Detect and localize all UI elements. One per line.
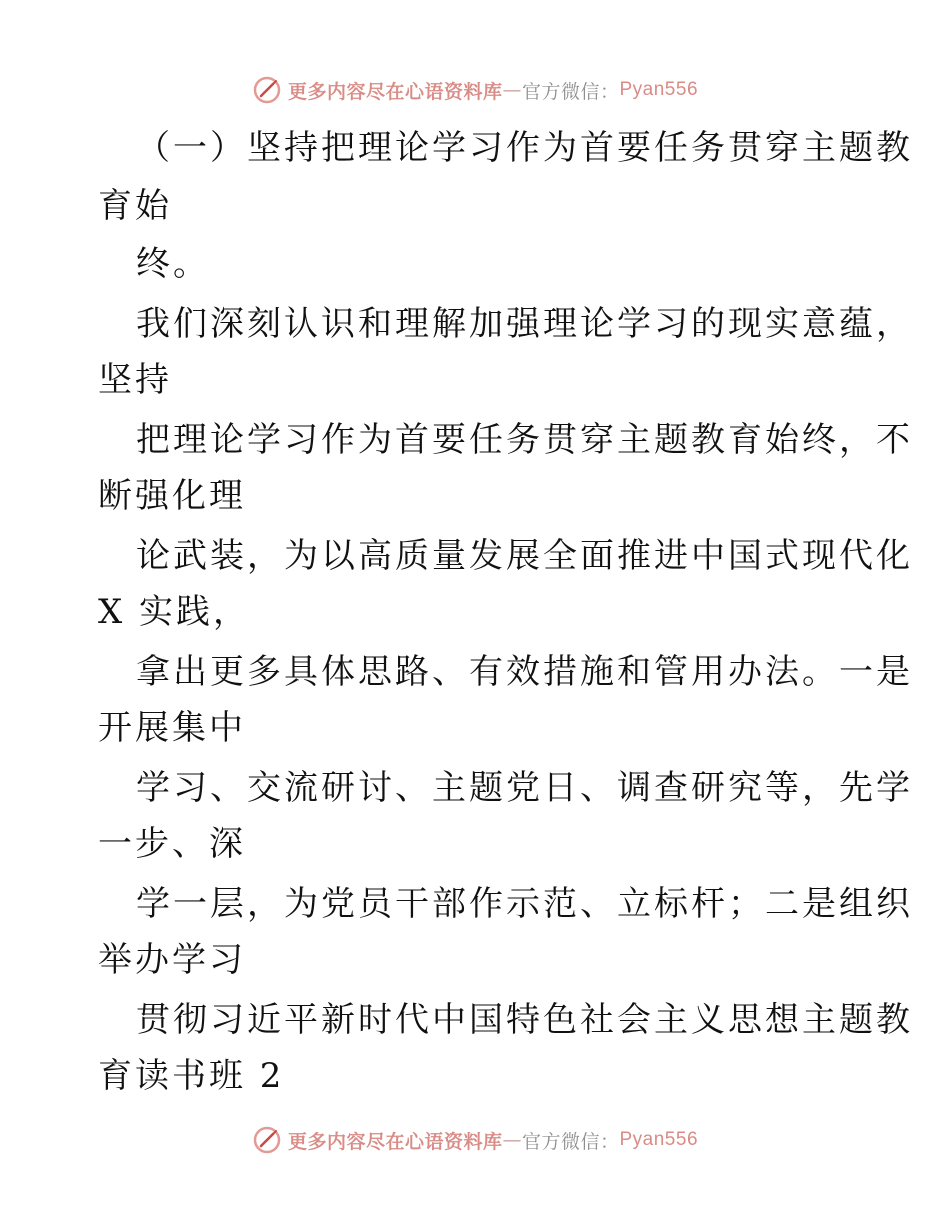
text-line: 开展集中 [98,708,246,748]
text-line: 学一层，为党员干部作示范、立标杆；二是组织 [136,884,913,924]
watermark-wechat-id: Pyan556 [619,1129,699,1150]
text-line: 我们深刻认识和理解加强理论学习的现实意蕴， [136,304,913,344]
text-line: X 实践， [98,592,251,632]
text-line: 坚持 [98,360,172,400]
watermark-dash: — [502,1129,522,1151]
text-line: 拿出更多具体思路、有效措施和管用办法。一是 [136,652,913,692]
text-line: 贯彻习近平新时代中国特色社会主义思想主题教 [136,1000,913,1040]
watermark-official: 官方微信： [521,80,620,103]
text-line: 育读书班 2 [98,1056,285,1096]
quill-logo-icon [252,1125,282,1155]
text-line: 学习、交流研讨、主题党日、调查研究等，先学 [136,768,913,808]
text-line: （一）坚持把理论学习作为首要任务贯穿主题教 [136,128,913,168]
watermark-text [288,1127,698,1154]
watermark-brand: 更多内容尽在心语资料库 [287,80,503,103]
header-watermark [0,72,950,108]
watermark-official: 官方微信： [521,1130,620,1153]
watermark-text [288,77,698,104]
text-line: 论武装，为以高质量发展全面推进中国式现代化 [136,536,913,576]
watermark-brand: 更多内容尽在心语资料库 [287,1130,503,1153]
watermark-wechat-id: Pyan556 [619,79,699,100]
text-line: 举办学习 [98,940,246,980]
text-line: 断强化理 [98,476,246,516]
footer-watermark [0,1122,950,1158]
text-line: 把理论学习作为首要任务贯穿主题教育始终，不 [136,420,913,460]
text-line: 育始 [98,186,172,226]
quill-logo-icon [252,75,282,105]
watermark-dash: — [502,79,522,101]
text-line: 一步、深 [98,824,246,864]
text-line: 终。 [136,244,210,284]
